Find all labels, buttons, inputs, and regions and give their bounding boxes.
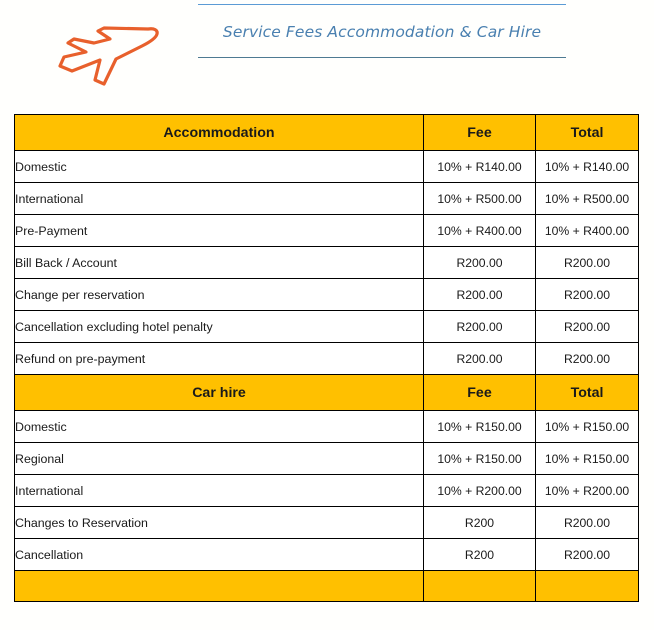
column-header-fee-accommodation: Fee <box>424 115 536 151</box>
column-header-fee-car-hire: Fee <box>424 375 536 411</box>
row-item: Regional <box>15 443 424 475</box>
row-total: R200.00 <box>536 343 639 375</box>
table-row <box>15 343 639 375</box>
row-total: 10% + R200.00 <box>536 475 639 507</box>
row-total: R200.00 <box>536 311 639 343</box>
row-item: Refund on pre-payment <box>15 343 424 375</box>
row-item: Domestic <box>15 151 424 183</box>
footer-total <box>536 571 639 602</box>
table-row <box>15 215 639 247</box>
row-item: Pre-Payment <box>15 215 424 247</box>
section-title-car-hire: Car hire <box>15 375 424 411</box>
airplane-icon <box>38 16 168 86</box>
row-fee: R200 <box>424 507 536 539</box>
row-total: R200.00 <box>536 539 639 571</box>
fees-table-container <box>14 114 638 602</box>
row-fee: 10% + R400.00 <box>424 215 536 247</box>
service-fees-table <box>14 114 639 602</box>
fees-table-body <box>15 115 639 602</box>
footer-item <box>15 571 424 602</box>
table-row <box>15 311 639 343</box>
section-header-car-hire <box>15 375 639 411</box>
column-header-total-car-hire: Total <box>536 375 639 411</box>
row-total: 10% + R150.00 <box>536 411 639 443</box>
row-fee: 10% + R500.00 <box>424 183 536 215</box>
row-fee: R200.00 <box>424 279 536 311</box>
table-row <box>15 443 639 475</box>
table-row <box>15 279 639 311</box>
row-item: Changes to Reservation <box>15 507 424 539</box>
column-header-total-accommodation: Total <box>536 115 639 151</box>
row-total: 10% + R500.00 <box>536 183 639 215</box>
row-item: International <box>15 475 424 507</box>
title-block <box>198 4 566 58</box>
table-row <box>15 247 639 279</box>
table-row <box>15 507 639 539</box>
section-title-accommodation: Accommodation <box>15 115 424 151</box>
row-total: 10% + R140.00 <box>536 151 639 183</box>
table-row <box>15 151 639 183</box>
row-item: Domestic <box>15 411 424 443</box>
page-title: Service Fees Accommodation & Car Hire <box>222 23 542 41</box>
row-fee: 10% + R150.00 <box>424 411 536 443</box>
row-item: International <box>15 183 424 215</box>
row-fee: 10% + R140.00 <box>424 151 536 183</box>
row-total: R200.00 <box>536 279 639 311</box>
table-footer-row <box>15 571 639 602</box>
row-item: Cancellation excluding hotel penalty <box>15 311 424 343</box>
table-row <box>15 183 639 215</box>
row-total: R200.00 <box>536 247 639 279</box>
page-header <box>0 0 654 100</box>
footer-fee <box>424 571 536 602</box>
table-row <box>15 411 639 443</box>
row-fee: R200 <box>424 539 536 571</box>
row-total: 10% + R400.00 <box>536 215 639 247</box>
table-row <box>15 539 639 571</box>
title-rule-bottom <box>198 57 566 58</box>
row-fee: R200.00 <box>424 343 536 375</box>
row-fee: 10% + R200.00 <box>424 475 536 507</box>
row-total: R200.00 <box>536 507 639 539</box>
row-item: Change per reservation <box>15 279 424 311</box>
row-fee: 10% + R150.00 <box>424 443 536 475</box>
row-item: Bill Back / Account <box>15 247 424 279</box>
row-fee: R200.00 <box>424 247 536 279</box>
table-row <box>15 475 639 507</box>
section-header-accommodation <box>15 115 639 151</box>
row-item: Cancellation <box>15 539 424 571</box>
row-fee: R200.00 <box>424 311 536 343</box>
row-total: 10% + R150.00 <box>536 443 639 475</box>
